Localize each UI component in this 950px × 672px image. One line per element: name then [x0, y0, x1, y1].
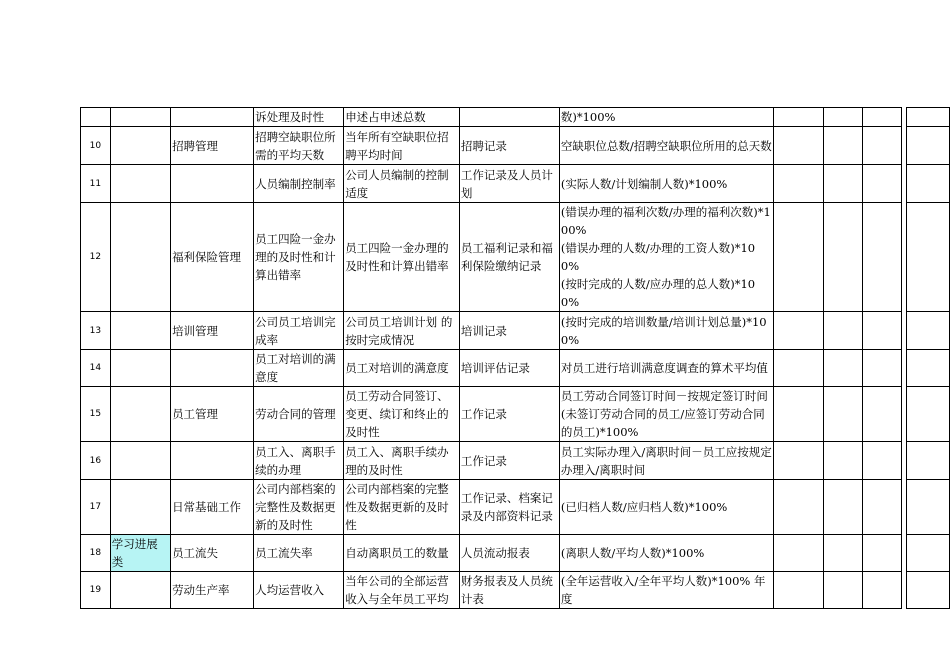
definition-cell: 申述占申述总数: [344, 108, 460, 127]
kpi-table: [80, 107, 950, 609]
category-cell: [110, 108, 170, 127]
category-cell: [110, 203, 170, 312]
empty-cell: [823, 480, 862, 535]
source-cell: 工作记录: [459, 442, 559, 480]
empty-cell: [774, 387, 823, 442]
item-cell: 招聘管理: [171, 127, 254, 165]
empty-cell: [863, 127, 902, 165]
empty-cell: [774, 127, 823, 165]
table-row: [81, 127, 950, 165]
empty-cell: [863, 480, 902, 535]
empty-cell: [823, 312, 862, 350]
indicator-cell: 招聘空缺职位所需的平均天数: [254, 127, 344, 165]
empty-cell: [863, 203, 902, 312]
source-cell: [459, 108, 559, 127]
source-cell: 工作记录: [459, 387, 559, 442]
definition-cell: 公司员工培训计划 的按时完成情况: [344, 312, 460, 350]
category-cell: [110, 480, 170, 535]
source-cell: 工作记录、档案记录及内部资料记录: [459, 480, 559, 535]
category-cell: 学习进展类: [110, 535, 170, 572]
definition-cell: 当年所有空缺职位招聘平均时间: [344, 127, 460, 165]
empty-cell: [823, 203, 862, 312]
table-row: [81, 312, 950, 350]
item-cell: [171, 350, 254, 387]
empty-cell: [774, 572, 823, 609]
empty-cell: [774, 480, 823, 535]
empty-cell: [774, 535, 823, 572]
empty-cell: [823, 108, 862, 127]
empty-cell: [774, 442, 823, 480]
category-cell: [110, 127, 170, 165]
source-cell: 财务报表及人员统计表: [459, 572, 559, 609]
empty-cell: [907, 572, 950, 609]
empty-cell: [907, 442, 950, 480]
empty-cell: [823, 535, 862, 572]
indicator-cell: 人均运营收入: [254, 572, 344, 609]
definition-cell: 公司人员编制的控制适度: [344, 165, 460, 203]
definition-cell: 员工四险一金办理的及时性和计算出错率: [344, 203, 460, 312]
item-cell: 劳动生产率: [171, 572, 254, 609]
empty-cell: [823, 442, 862, 480]
empty-cell: [907, 108, 950, 127]
row-number: 11: [81, 165, 111, 203]
formula-cell: (实际人数/计划编制人数)*100%: [559, 165, 773, 203]
table-row: [81, 480, 950, 535]
empty-cell: [863, 572, 902, 609]
formula-cell: (按时完成的培训数量/培训计划总量)*100%: [559, 312, 773, 350]
empty-cell: [863, 108, 902, 127]
empty-cell: [823, 572, 862, 609]
formula-cell: [559, 387, 773, 442]
row-number: 19: [81, 572, 111, 609]
table-row: [81, 108, 950, 127]
category-cell: [110, 442, 170, 480]
definition-cell: 自动离职员工的数量: [344, 535, 460, 572]
empty-cell: [907, 312, 950, 350]
indicator-cell: 员工入、离职手续的办理: [254, 442, 344, 480]
empty-cell: [823, 350, 862, 387]
empty-cell: [823, 387, 862, 442]
item-cell: 员工管理: [171, 387, 254, 442]
item-cell: 福利保险管理: [171, 203, 254, 312]
formula-cell: 空缺职位总数/招聘空缺职位所用的总天数: [559, 127, 773, 165]
category-cell: [110, 387, 170, 442]
row-number: 10: [81, 127, 111, 165]
row-number: 14: [81, 350, 111, 387]
definition-cell: 员工劳动合同签订、变更、续订和终止的及时性: [344, 387, 460, 442]
row-number: 15: [81, 387, 111, 442]
empty-cell: [907, 165, 950, 203]
formula-cell: (离职人数/平均人数)*100%: [559, 535, 773, 572]
row-number: [81, 108, 111, 127]
formula-cell: 对员工进行培训满意度调查的算术平均值: [559, 350, 773, 387]
empty-cell: [907, 350, 950, 387]
empty-cell: [907, 480, 950, 535]
empty-cell: [863, 350, 902, 387]
empty-cell: [863, 442, 902, 480]
formula-line: (未签订劳动合同的员工/应签订劳动合同的员工)*100%: [560, 407, 765, 439]
category-cell: [110, 572, 170, 609]
row-number: 16: [81, 442, 111, 480]
indicator-cell: 员工流失率: [254, 535, 344, 572]
formula-cell: 员工实际办理入/离职时间－员工应按规定办理入/离职时间: [559, 442, 773, 480]
item-cell: [171, 442, 254, 480]
table-row: [81, 203, 950, 312]
formula-line: (按时完成的人数/应办理的总人数)*100%: [560, 277, 756, 309]
source-cell: 培训记录: [459, 312, 559, 350]
source-cell: 员工福利记录和福利保险缴纳记录: [459, 203, 559, 312]
empty-cell: [863, 165, 902, 203]
table-row: [81, 572, 950, 609]
category-cell: [110, 165, 170, 203]
row-number: 17: [81, 480, 111, 535]
formula-cell: 数)*100%: [559, 108, 773, 127]
indicator-cell: 员工对培训的满意度: [254, 350, 344, 387]
formula-line: 员工劳动合同签订时间－按规定签订时间: [560, 389, 768, 403]
empty-cell: [774, 108, 823, 127]
empty-cell: [863, 387, 902, 442]
item-cell: [171, 165, 254, 203]
item-cell: 培训管理: [171, 312, 254, 350]
source-cell: 人员流动报表: [459, 535, 559, 572]
empty-cell: [907, 387, 950, 442]
formula-line: (错误办理的人数/办理的工资人数)*100%: [560, 241, 756, 273]
empty-cell: [823, 165, 862, 203]
indicator-cell: 人员编制控制率: [254, 165, 344, 203]
formula-cell: (已归档人数/应归档人数)*100%: [559, 480, 773, 535]
item-cell: 员工流失: [171, 535, 254, 572]
empty-cell: [907, 535, 950, 572]
empty-cell: [774, 312, 823, 350]
empty-cell: [774, 165, 823, 203]
empty-cell: [774, 350, 823, 387]
empty-cell: [863, 535, 902, 572]
empty-cell: [863, 312, 902, 350]
table-row: [81, 535, 950, 572]
definition-cell: 员工对培训的满意度: [344, 350, 460, 387]
source-cell: 工作记录及人员计划: [459, 165, 559, 203]
source-cell: 培训评估记录: [459, 350, 559, 387]
definition-cell: 公司内部档案的完整性及数据更新的及时性: [344, 480, 460, 535]
row-number: 18: [81, 535, 111, 572]
formula-cell: (全年运营收入/全年平均人数)*100% 年度: [559, 572, 773, 609]
indicator-cell: 公司员工培训完成率: [254, 312, 344, 350]
item-cell: 日常基础工作: [171, 480, 254, 535]
table-row: [81, 442, 950, 480]
table-row: [81, 387, 950, 442]
formula-cell: [559, 203, 773, 312]
category-cell: [110, 312, 170, 350]
row-number: 12: [81, 203, 111, 312]
definition-cell: 当年公司的全部运营收入与全年员工平均: [344, 572, 460, 609]
table-row: [81, 165, 950, 203]
row-number: 13: [81, 312, 111, 350]
empty-cell: [907, 127, 950, 165]
empty-cell: [774, 203, 823, 312]
indicator-cell: 公司内部档案的完整性及数据更新的及时性: [254, 480, 344, 535]
indicator-cell: 诉处理及时性: [254, 108, 344, 127]
empty-cell: [907, 203, 950, 312]
empty-cell: [823, 127, 862, 165]
definition-cell: 员工入、离职手续办理的及时性: [344, 442, 460, 480]
indicator-cell: 劳动合同的管理: [254, 387, 344, 442]
category-cell: [110, 350, 170, 387]
source-cell: 招聘记录: [459, 127, 559, 165]
formula-line: (错误办理的福利次数/办理的福利次数)*100%: [560, 205, 771, 237]
item-cell: [171, 108, 254, 127]
table-row: [81, 350, 950, 387]
indicator-cell: 员工四险一金办理的及时性和计算出错率: [254, 203, 344, 312]
